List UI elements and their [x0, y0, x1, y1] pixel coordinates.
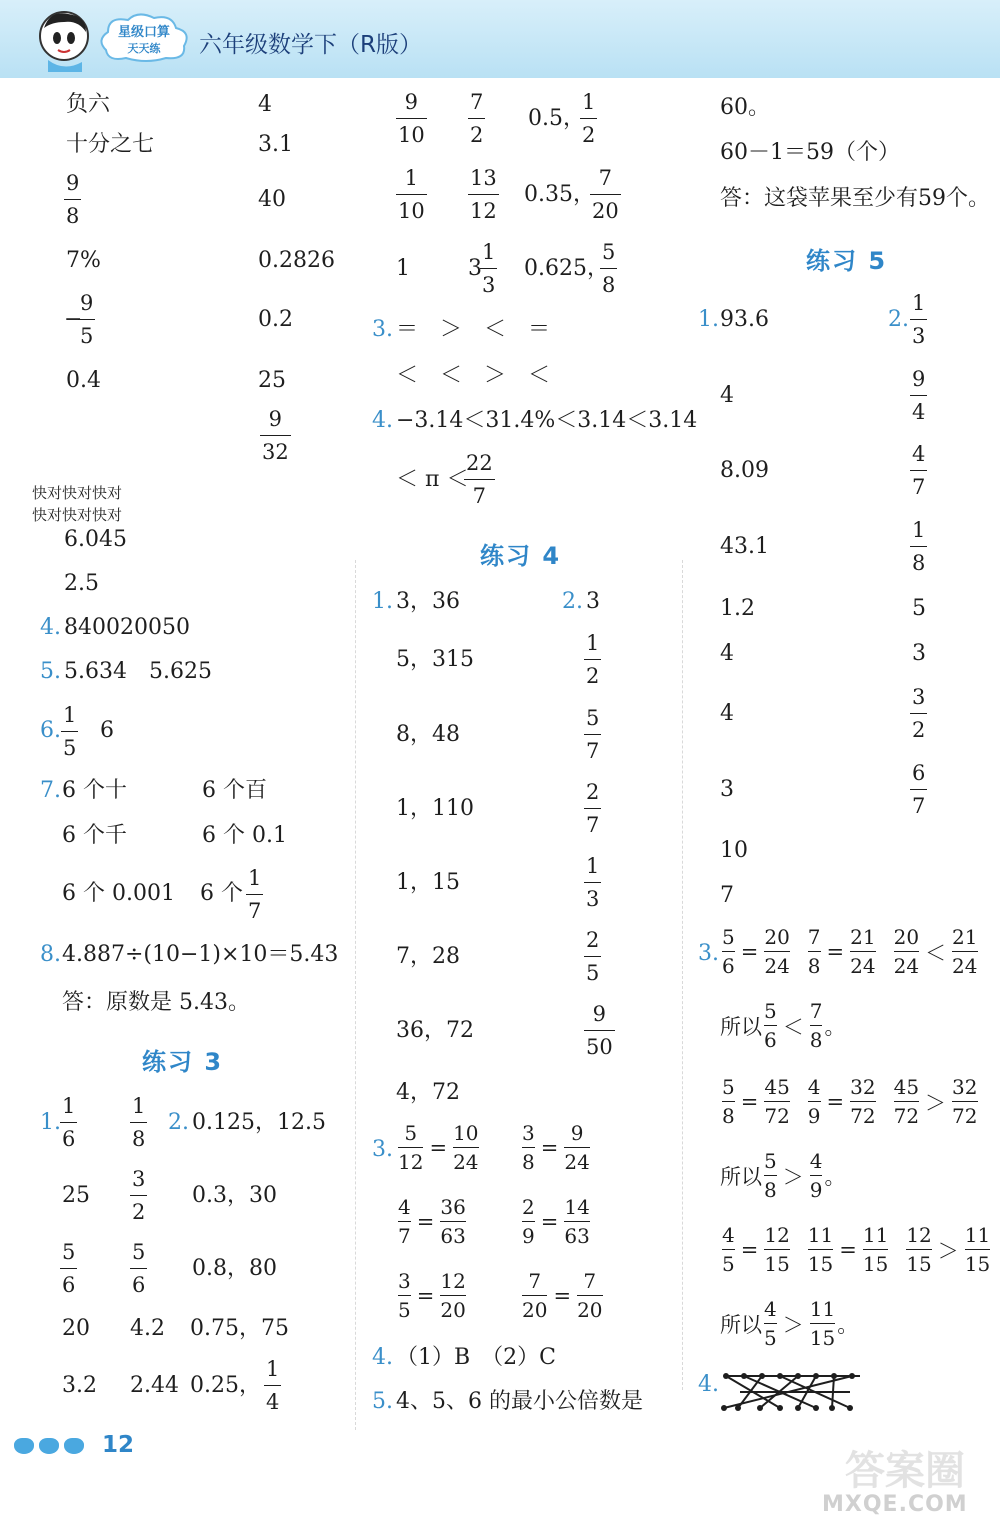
- question-number: 1.: [40, 1110, 61, 1135]
- fraction: 1 8: [132, 1094, 146, 1151]
- answer-text: 1，15: [396, 870, 460, 895]
- fraction: 20 24: [893, 925, 920, 978]
- question-number: 3.: [372, 317, 393, 342]
- fraction: 9 10: [398, 90, 425, 147]
- equation: 4 7 = 36 63: [398, 1195, 466, 1248]
- answer-text: 2.5: [64, 571, 99, 596]
- answer-text: 40: [258, 187, 286, 212]
- fraction: 3 8: [522, 1121, 535, 1174]
- answer-text: 1.2: [720, 596, 755, 621]
- answer-text: 4、5、6 的最小公倍数是: [396, 1389, 643, 1414]
- fraction: 11 15: [807, 1223, 834, 1276]
- fraction: 1 6: [62, 1094, 76, 1151]
- fraction: 3 2: [132, 1167, 146, 1224]
- answer-text: 0.75，75: [190, 1316, 289, 1341]
- answer-text: 6 个十: [62, 778, 127, 803]
- comparison-conclusion: 所以 5 8 ＞ 4 9 。: [720, 1149, 846, 1202]
- answer-text: 6 个千: [62, 823, 127, 848]
- fraction: 4 5: [722, 1223, 735, 1276]
- fraction: 1 3: [482, 240, 496, 297]
- answer-text: 0.2: [258, 307, 293, 332]
- fraction: 12 15: [764, 1223, 790, 1276]
- answer-text: 4: [720, 383, 734, 408]
- question-number: 4.: [372, 1345, 393, 1370]
- answer-text: 8.09: [720, 458, 769, 483]
- section-heading: 练习 4: [480, 542, 562, 570]
- bear-icon: [64, 1438, 84, 1454]
- comparison-equation: 5 8 = 45 72 4 9 = 32 72 45 72 ＞ 32 72: [722, 1075, 978, 1128]
- answer-text: 10: [720, 838, 748, 863]
- fraction: 1 5: [63, 703, 77, 760]
- comparison-conclusion: 所以 5 6 ＜ 7 8 。: [720, 999, 846, 1052]
- answer-text: 3.2: [62, 1373, 97, 1398]
- question-number: 4.: [40, 615, 61, 640]
- answer-text: 4，72: [396, 1080, 460, 1105]
- fraction: 7 8: [809, 999, 823, 1052]
- answer-text: 60。: [720, 95, 770, 120]
- logo-icon: [96, 10, 192, 64]
- fraction: 45 72: [893, 1075, 920, 1128]
- fraction: 4 9: [807, 1075, 821, 1128]
- fraction: 3 2: [912, 685, 926, 742]
- answer-text: 2.44: [130, 1373, 179, 1398]
- answer-text: 0.8，80: [192, 1256, 277, 1281]
- answer-text: ＜ π ＜: [396, 467, 469, 492]
- fraction: 4 7: [398, 1195, 411, 1248]
- fraction: 9 50: [586, 1002, 613, 1059]
- fraction: 11 15: [862, 1223, 889, 1276]
- answer-text: 25: [62, 1183, 90, 1208]
- answer-text: 4: [258, 92, 272, 117]
- answer-text: 36，72: [396, 1018, 474, 1043]
- watermark-overlay: 快对快对快对 快对快对快对: [32, 484, 123, 524]
- question-number: 1.: [372, 589, 393, 614]
- answer-text: 0.4: [66, 368, 101, 393]
- answer-text: 0.125，12.5: [192, 1110, 326, 1135]
- answer-text: 0.35，: [524, 182, 595, 207]
- fraction: 5 6: [764, 999, 777, 1052]
- page-header: [0, 0, 1000, 78]
- answer-text: 6 个: [200, 881, 243, 906]
- answer-text: 7，28: [396, 944, 460, 969]
- equation: 3 8 = 9 24: [522, 1121, 590, 1174]
- question-number: 4.: [372, 408, 393, 433]
- answer-text: ＝ ＞ ＜ ＝: [396, 317, 551, 342]
- fraction: 2 7: [586, 780, 600, 837]
- answer-text: 1: [396, 256, 410, 281]
- question-number: 1.: [698, 307, 719, 332]
- answer-text: 0.3，30: [192, 1183, 277, 1208]
- fraction: 21 24: [850, 925, 876, 978]
- fraction: 5 6: [722, 925, 735, 978]
- answer-text: 6 个 0.001: [62, 881, 175, 906]
- fraction: 1 10: [398, 166, 425, 223]
- answer-text: 0.2826: [258, 248, 335, 273]
- fraction: 21 24: [952, 925, 978, 978]
- question-number: 5.: [372, 1389, 393, 1414]
- question-number: 8.: [40, 942, 61, 967]
- fraction: 5 8: [602, 240, 616, 297]
- answer-text: 0.25，: [190, 1373, 261, 1398]
- fraction: 5 6: [132, 1240, 146, 1297]
- fraction: 9 5: [80, 291, 94, 348]
- bear-icon: [14, 1438, 34, 1454]
- answer-text: 4: [720, 701, 734, 726]
- fraction: 10 24: [453, 1121, 479, 1174]
- question-number: 3.: [698, 941, 719, 966]
- minus-sign: −: [64, 307, 83, 332]
- fraction: 7 2: [470, 90, 484, 147]
- answer-text: 6: [100, 718, 114, 743]
- page-number: 12: [102, 1432, 135, 1458]
- answer-text: （1）B （2）C: [396, 1345, 556, 1370]
- answer-text: 840020050: [64, 615, 190, 640]
- fraction: 12 20: [440, 1269, 466, 1322]
- equation: 5 12 = 10 24: [398, 1121, 479, 1174]
- fraction: 22 7: [466, 451, 493, 508]
- section-heading: 练习 3: [142, 1048, 224, 1076]
- watermark-text: MXQE.COM: [822, 1492, 968, 1517]
- answer-text: 5，315: [396, 647, 474, 672]
- fraction: 5 8: [764, 1149, 777, 1202]
- question-number: 4.: [698, 1372, 719, 1397]
- fraction: 1 3: [586, 854, 600, 911]
- answer-text: 1，110: [396, 796, 474, 821]
- answer-text: 20: [62, 1316, 90, 1341]
- comparison-equation: 5 6 = 20 24 7 8 = 21 24 20 24 ＜ 21 24: [722, 925, 978, 978]
- answer-text: 3，36: [396, 589, 460, 614]
- svg-text:天天练: 天天练: [127, 42, 161, 55]
- fraction: 5 12: [398, 1121, 424, 1174]
- fraction: 4 7: [912, 442, 926, 499]
- question-number: 2.: [562, 589, 583, 614]
- fraction: 32 72: [952, 1075, 978, 1128]
- answer-text: 6 个百: [202, 778, 267, 803]
- answer-text: 4.887÷(10−1)×10＝5.43: [62, 942, 339, 967]
- fraction: 1 4: [266, 1357, 280, 1414]
- fraction: 14 63: [564, 1195, 590, 1248]
- fraction: 7 20: [592, 166, 619, 223]
- bear-icon: [39, 1438, 59, 1454]
- fraction: 20 24: [764, 925, 790, 978]
- fraction: 1 2: [582, 90, 596, 147]
- fraction: 13 12: [470, 166, 497, 223]
- comparison-conclusion: 所以 4 5 ＞ 11 15 。: [720, 1297, 859, 1350]
- fraction: 12 15: [906, 1223, 932, 1276]
- fraction: 3 5: [398, 1269, 411, 1322]
- fraction: 1 2: [586, 631, 600, 688]
- equation: 3 5 = 12 20: [398, 1269, 466, 1322]
- answer-text: 7: [720, 883, 734, 908]
- section-heading: 练习 5: [806, 247, 888, 275]
- fraction: 1 7: [248, 866, 262, 923]
- answer-text: 4.2: [130, 1316, 165, 1341]
- column-divider: [682, 560, 683, 1390]
- answer-text: 8，48: [396, 722, 460, 747]
- answer-text: 答：这袋苹果至少有59个。: [720, 186, 990, 211]
- mascot-icon: [30, 6, 98, 74]
- answer-text: 3: [720, 777, 734, 802]
- equation: 2 9 = 14 63: [522, 1195, 590, 1248]
- answer-text: 6.045: [64, 527, 127, 552]
- question-number: 6.: [40, 718, 61, 743]
- answer-text: 0.5，: [528, 106, 585, 131]
- fraction: 2 9: [522, 1195, 535, 1248]
- fraction: 6 7: [912, 761, 926, 818]
- answer-text: 25: [258, 368, 286, 393]
- comparison-equation: 4 5 = 12 15 11 15 = 11 15 12 15 ＞ 11 15: [722, 1223, 991, 1276]
- line-matching-diagram-icon: [720, 1368, 866, 1414]
- answer-text: 十分之七: [66, 132, 155, 157]
- answer-text: 5: [912, 596, 926, 621]
- answer-text: 93.6: [720, 307, 769, 332]
- answer-text: 负六: [66, 92, 111, 117]
- answer-text: 4: [720, 641, 734, 666]
- fraction: 7 20: [577, 1269, 603, 1322]
- fraction: 9 32: [262, 407, 289, 464]
- fraction: 45 72: [764, 1075, 790, 1128]
- answer-text: 43.1: [720, 534, 769, 559]
- answer-text: ＜ ＜ ＞ ＜: [396, 363, 551, 388]
- question-number: 2.: [168, 1110, 189, 1135]
- question-number: 5.: [40, 659, 61, 684]
- answer-text: 答：原数是 5.43。: [62, 990, 250, 1015]
- answer-text: −3.14＜31.4%＜3.14＜3.14̇: [396, 408, 698, 433]
- answer-text: 0.625，: [524, 256, 609, 281]
- fraction: 4 9: [809, 1149, 823, 1202]
- column-divider: [355, 560, 356, 1430]
- svg-text:答案圈: 答案圈: [845, 1448, 965, 1494]
- answer-text: 6 个 0.1: [202, 823, 287, 848]
- fraction: 11 15: [809, 1297, 836, 1350]
- fraction: 4 5: [764, 1297, 777, 1350]
- fraction: 1 8: [912, 518, 926, 575]
- fraction: 11 15: [964, 1223, 991, 1276]
- fraction: 7 20: [522, 1269, 548, 1322]
- fraction: 9 24: [564, 1121, 590, 1174]
- footer-decoration: [14, 1438, 84, 1454]
- answer-text: 5.634 5.625: [64, 659, 212, 684]
- answer-text: 3.1: [258, 132, 293, 157]
- fraction: 7 8: [807, 925, 821, 978]
- fraction: 1 3: [912, 291, 926, 348]
- answer-text: 60－1＝59（个）: [720, 140, 900, 165]
- page-title: 六年级数学下（R版）: [199, 32, 422, 58]
- answer-text: 3: [468, 256, 482, 281]
- answer-text: 7%: [66, 248, 101, 273]
- fraction: 36 63: [440, 1195, 466, 1248]
- equation: 7 20 = 7 20: [522, 1269, 603, 1322]
- fraction: 9 4: [912, 367, 926, 424]
- fraction: 2 5: [586, 928, 600, 985]
- svg-text:星级口算: 星级口算: [117, 25, 171, 40]
- question-number: 2.: [888, 307, 909, 332]
- fraction: 5 7: [586, 706, 600, 763]
- fraction: 5 6: [62, 1240, 76, 1297]
- answer-text: 3: [586, 589, 600, 614]
- answer-text: 3: [912, 641, 926, 666]
- question-number: 7.: [40, 778, 61, 803]
- fraction: 9 8: [66, 171, 80, 228]
- fraction: 32 72: [850, 1075, 876, 1128]
- question-number: 3.: [372, 1137, 393, 1162]
- fraction: 5 8: [722, 1075, 735, 1128]
